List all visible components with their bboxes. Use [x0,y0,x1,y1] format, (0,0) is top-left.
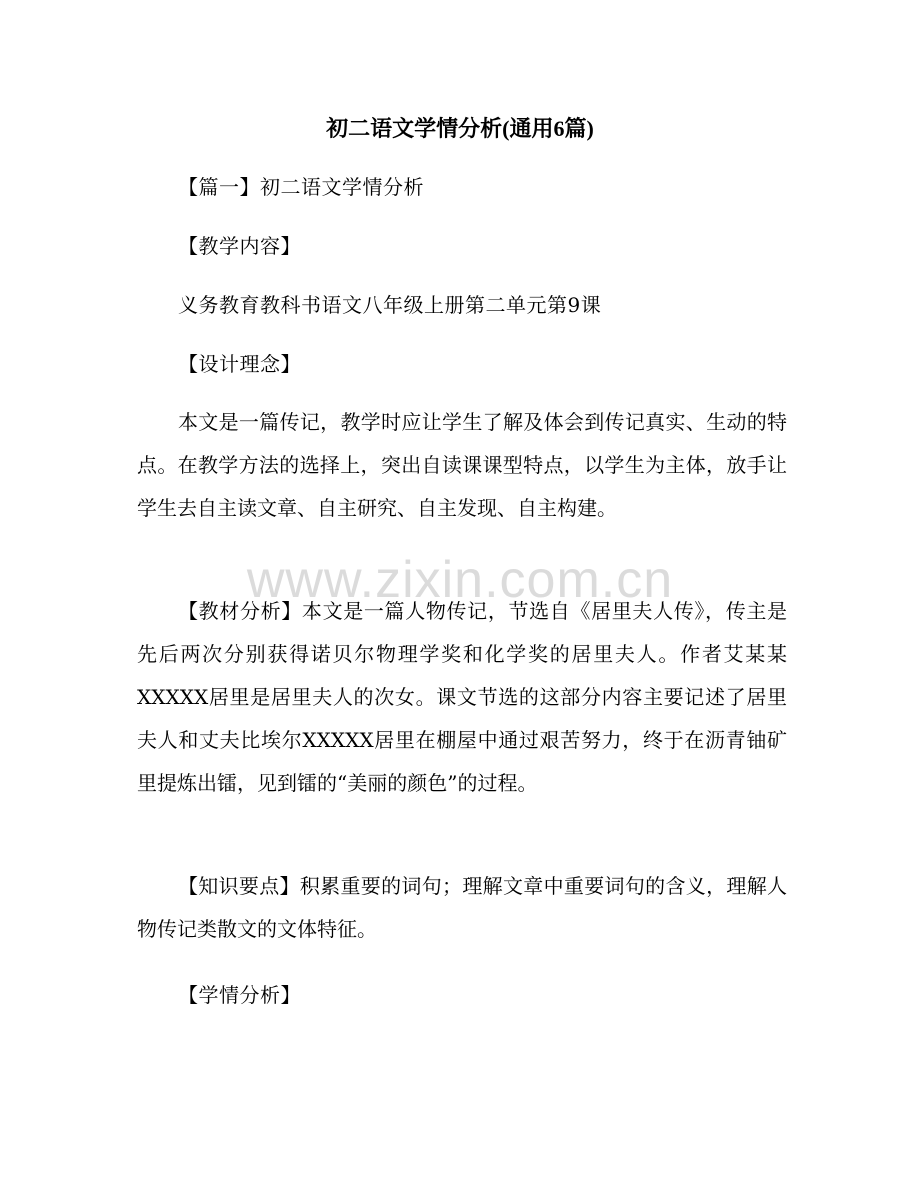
teaching-content-heading: 【教学内容】 [178,234,301,258]
learning-analysis-heading: 【学情分析】 [178,983,301,1007]
watermark: www.zixin.com.cn [246,551,674,609]
section-heading: 【篇一】初二语文学情分析 [178,175,424,199]
knowledge-points-paragraph: 【知识要点】积累重要的词句；理解文章中重要词句的含义，理解人物传记类散文的文体特征。 [137,874,787,941]
design-concept-paragraph: 本文是一篇传记，教学时应让学生了解及体会到传记真实、生动的特点。在教学方法的选择上，突出自读课课型特点，以学生为主体，放手让学生去自主读文章、自主研究、自主发现、自主构建。 [137,410,787,520]
design-concept-heading: 【设计理念】 [178,352,301,376]
teaching-content-text: 义务教育教科书语文八年级上册第二单元第9课 [178,293,602,317]
textbook-analysis-paragraph: 【教材分析】本文是一篇人物传记，节选自《居里夫人传》，传主是先后两次分别获得诺贝尔物理学奖和化学奖的居里夫人。作者艾某某XXXXX居里是居里夫人的次女。课文节选的这部分内容主要记述了居里夫人和丈夫比埃尔XXXXX居里在棚屋中通过艰苦努力，终于在沥青铀矿里提炼出镭，见到镭的“美丽的颜色”的过程。 [137,599,787,795]
document-title: 初二语文学情分析(通用6篇) [326,116,594,141]
